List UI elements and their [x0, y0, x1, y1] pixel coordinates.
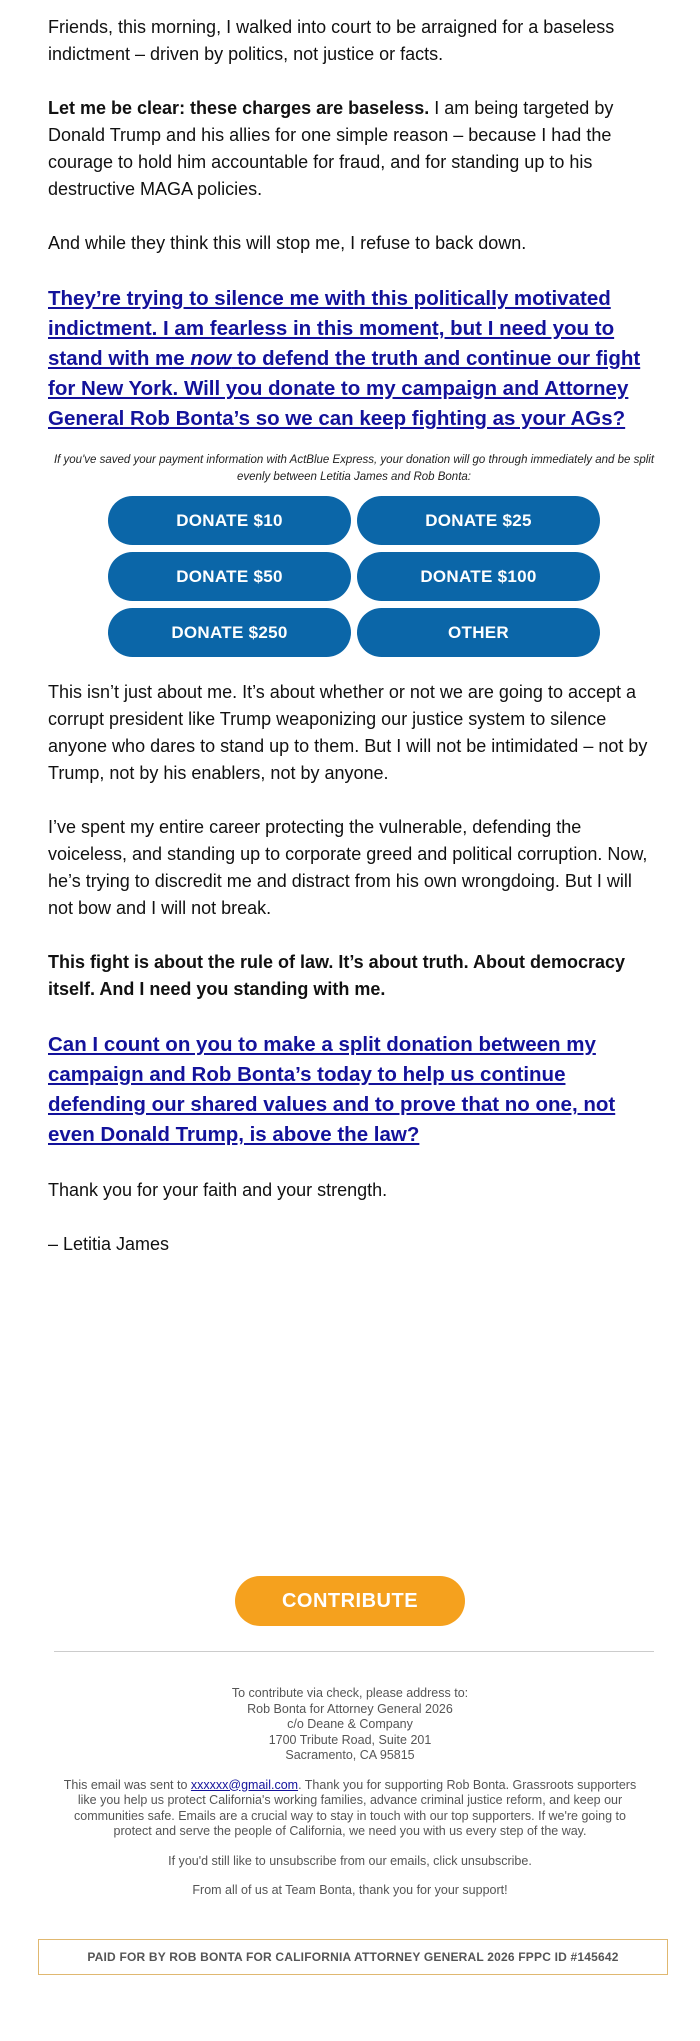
charges-bold-lead: Let me be clear: these charges are baseless. [48, 98, 430, 118]
paid-for-disclaimer [38, 1939, 668, 1975]
donate-100-button[interactable]: DONATE $100 [357, 552, 600, 601]
thank-you-paragraph: Thank you for your faith and your strength. [48, 1180, 388, 1200]
donate-250-button[interactable]: DONATE $250 [108, 608, 351, 657]
team-thanks: From all of us at Team Bonta, thank you for your support! [192, 1883, 508, 1897]
charges-text: I am being targeted by Donald Trump and his allies for one simple reason – because I had the courage to hold him accountable for fraud, and for standing up to his destructive MAGA policies. [48, 98, 614, 199]
intro-paragraph: Friends, this morning, I walked into court to be arraigned for a baseless indictment – driven by politics, not justice or facts. [48, 17, 615, 64]
unsubscribe-text[interactable]: If you'd still like to unsubscribe from our emails, click unsubscribe. [168, 1853, 532, 1868]
footer-divider [54, 1651, 654, 1652]
address-line: Rob Bonta for Attorney General 2026 [247, 1701, 453, 1716]
footer [55, 1686, 645, 1913]
rule-of-law-paragraph: This fight is about the rule of law. It’s about truth. About democracy itself. And I need you standing with me. [48, 952, 626, 999]
email-body [48, 14, 660, 1285]
contribute-wrap [0, 1576, 700, 1626]
career-paragraph: I’ve spent my entire career protecting the vulnerable, defending the voiceless, and standing up to corporate greed and political corruption. Now, he’s trying to discredit me and distract from his own wrongdoing. But I will not bow and I will not break. [48, 817, 648, 918]
charges-paragraph [48, 95, 660, 203]
ask1-part-b: to defend the truth and continue our fight for New York. Will you donate to my campaign and Attorney General Rob Bonta’s so we can keep fighting as your AGs? [48, 347, 641, 430]
check-intro: To contribute via check, please address to: [231, 1686, 469, 1700]
paid-for-text: PAID FOR BY ROB BONTA FOR CALIFORNIA ATTORNEY GENERAL 2026 FPPC ID #145642 [87, 1950, 619, 1964]
donate-ask-link-1[interactable] [48, 284, 660, 434]
ask1-part-a: They’re trying to silence me with this politically motivated indictment. I am fearless in this moment, but I need you to stand with me [48, 287, 615, 370]
donate-ask-link-2[interactable]: Can I count on you to make a split donation between my campaign and Rob Bonta’s today to help us continue defending our shared values and to prove that no one, not even Donald Trump, is above the law? [48, 1033, 616, 1146]
donate-button-grid [108, 496, 600, 657]
donate-50-button[interactable]: DONATE $50 [108, 552, 351, 601]
refuse-paragraph: And while they think this will stop me, I refuse to back down. [48, 233, 527, 253]
address-line: c/o Deane & Company [287, 1717, 413, 1731]
address-line: Sacramento, CA 95815 [285, 1748, 415, 1762]
signature: – Letitia James [48, 1234, 170, 1254]
not-about-me-paragraph: This isn’t just about me. It’s about whether or not we are going to accept a corrupt president like Trump weaponizing our justice system to silence anyone who dares to stand up to them. But I will not be intimidated – not by Trump, not by his enablers, not by anyone. [48, 682, 648, 783]
sent-to-prefix: This email was sent to [63, 1777, 191, 1792]
sent-to-notice [55, 1778, 645, 1840]
recipient-email-link[interactable]: xxxxxx@gmail.com [190, 1777, 299, 1792]
ask1-emphasis: now [190, 347, 232, 370]
donate-25-button[interactable]: DONATE $25 [357, 496, 600, 545]
actblue-express-note: If you've saved your payment information with ActBlue Express, your donation will go through immediately and be split evenly between Letitia James and Rob Bonta: [53, 454, 655, 483]
donate-other-button[interactable]: OTHER [357, 608, 600, 657]
check-address-block [55, 1686, 645, 1764]
address-line: 1700 Tribute Road, Suite 201 [268, 1732, 432, 1747]
contribute-button[interactable]: CONTRIBUTE [235, 1576, 465, 1626]
sent-to-text: . Thank you for supporting Rob Bonta. Grassroots supporters like you help us protect California's working families, advance criminal justice reform, and keep our communities safe. Emails are a crucial way to stay in touch with our top supporters. If we're going to protect and serve the people of California, we need you with us every step of the way. [74, 1777, 637, 1838]
donate-10-button[interactable]: DONATE $10 [108, 496, 351, 545]
